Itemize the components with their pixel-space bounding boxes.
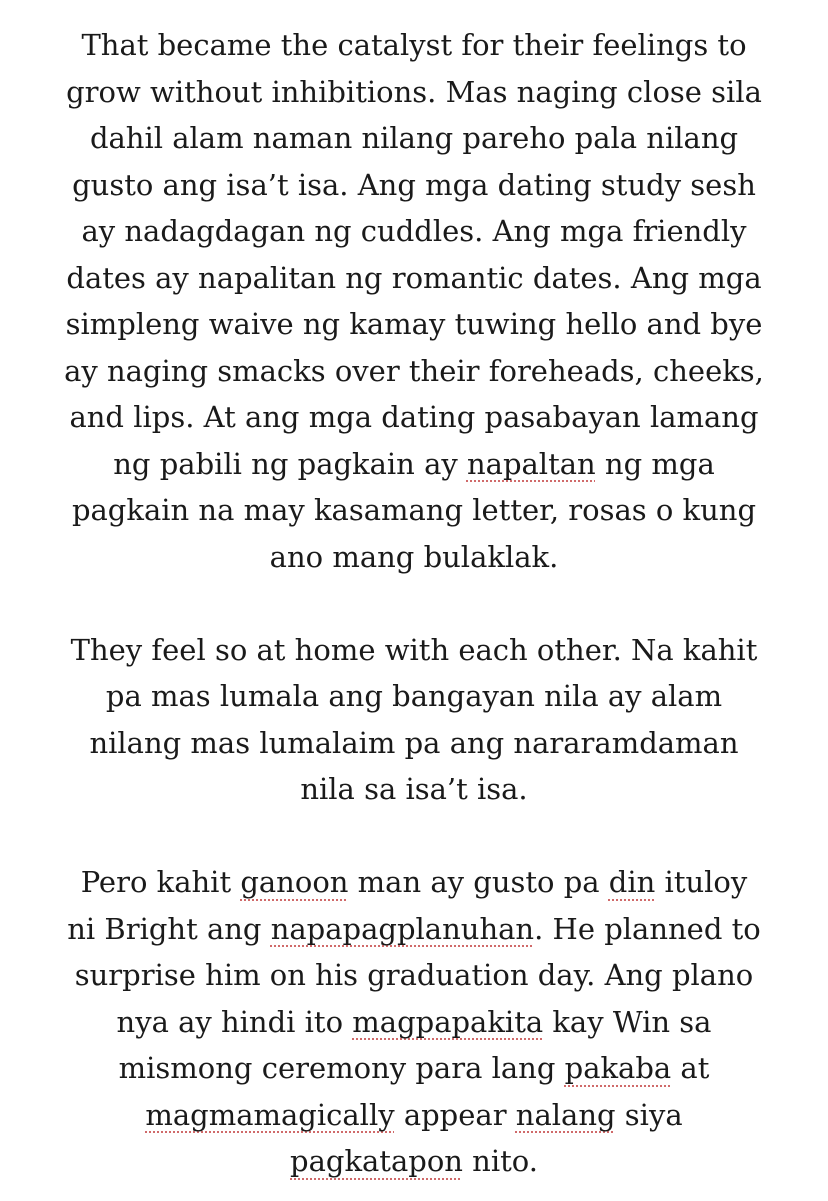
- spellcheck-flagged-word[interactable]: nalang: [515, 1097, 616, 1132]
- text-run: surprise him on his graduation day. Ang plano: [74, 958, 754, 992]
- text-run: ay nadagdagan ng cuddles. Ang mga friendly: [81, 214, 747, 248]
- text-line: [40, 906, 788, 953]
- text-run: nito.: [462, 1144, 538, 1178]
- text-line: [40, 999, 788, 1046]
- text-run: . He planned to: [534, 911, 761, 946]
- text-line: [40, 394, 788, 441]
- text-run: ituloy: [655, 865, 748, 899]
- text-line: [40, 348, 788, 395]
- text-run: at: [671, 1051, 710, 1085]
- document-page: [0, 22, 828, 1185]
- text-line: [40, 487, 788, 534]
- text-run: mismong ceremony para lang: [118, 1051, 565, 1085]
- text-run: appear: [394, 1097, 516, 1132]
- text-run: nila sa isa’t isa.: [300, 772, 528, 806]
- spellcheck-flagged-word[interactable]: pakaba: [564, 1051, 672, 1085]
- spellcheck-flagged-word[interactable]: pagkatapon: [290, 1144, 463, 1178]
- text-run: ng mga: [595, 446, 715, 481]
- text-line: [40, 22, 788, 69]
- text-run: siya: [615, 1097, 683, 1132]
- text-run: gusto ang isa’t isa. Ang mga dating study sesh: [72, 167, 756, 202]
- text-line: [40, 952, 788, 999]
- paragraph-3: [40, 859, 788, 1185]
- text-run: ng pabili ng pagkain ay: [113, 446, 467, 481]
- text-line: [40, 1092, 788, 1139]
- text-line: [40, 720, 788, 767]
- text-run: ay naging smacks over their foreheads, cheeks,: [64, 353, 764, 388]
- spellcheck-flagged-word[interactable]: ganoon: [240, 865, 349, 899]
- text-line: [40, 208, 788, 255]
- text-line: [40, 534, 788, 581]
- text-line: [40, 859, 788, 906]
- text-line: [40, 1138, 788, 1185]
- text-run: man ay gusto pa: [348, 865, 609, 899]
- paragraph-1: [40, 22, 788, 580]
- text-line: [40, 673, 788, 720]
- spellcheck-flagged-word[interactable]: din: [608, 865, 656, 899]
- spellcheck-flagged-word[interactable]: napapagplanuhan: [270, 911, 535, 946]
- text-run: simpleng waive ng kamay tuwing hello and bye: [65, 307, 763, 341]
- text-run: ni Bright ang: [67, 911, 271, 946]
- text-line: [40, 1045, 788, 1092]
- text-line: [40, 627, 788, 674]
- spellcheck-flagged-word[interactable]: magpapakita: [352, 1004, 544, 1039]
- text-run: pa mas lumala ang bangayan nila ay alam: [105, 679, 723, 713]
- text-run: That became the catalyst for their feelings to: [81, 28, 747, 62]
- text-run: grow without inhibitions. Mas naging close sila: [66, 74, 762, 109]
- text-run: dahil alam naman nilang pareho pala nilang: [89, 121, 739, 155]
- text-run: nya ay hindi ito: [116, 1004, 353, 1039]
- text-run: kay Win sa: [543, 1004, 712, 1039]
- text-line: [40, 115, 788, 162]
- text-line: [40, 441, 788, 488]
- spellcheck-flagged-word[interactable]: napaltan: [466, 446, 596, 481]
- text-line: [40, 69, 788, 116]
- paragraph-gap: [40, 580, 788, 627]
- text-run: nilang mas lumalaim pa ang nararamdaman: [89, 725, 739, 760]
- text-line: [40, 255, 788, 302]
- text-run: Pero kahit: [80, 865, 241, 899]
- text-run: pagkain na may kasamang letter, rosas o kung: [71, 493, 757, 527]
- text-line: [40, 301, 788, 348]
- spellcheck-flagged-word[interactable]: magmamagically: [145, 1097, 395, 1132]
- paragraph-2: [40, 627, 788, 813]
- text-run: dates ay napalitan ng romantic dates. Ang mga: [66, 260, 762, 295]
- paragraph-gap: [40, 813, 788, 860]
- text-line: [40, 766, 788, 813]
- text-run: They feel so at home with each other. Na kahit: [70, 632, 758, 667]
- text-run: ano mang bulaklak.: [269, 539, 559, 574]
- text-line: [40, 162, 788, 209]
- text-run: and lips. At ang mga dating pasabayan lamang: [69, 400, 759, 434]
